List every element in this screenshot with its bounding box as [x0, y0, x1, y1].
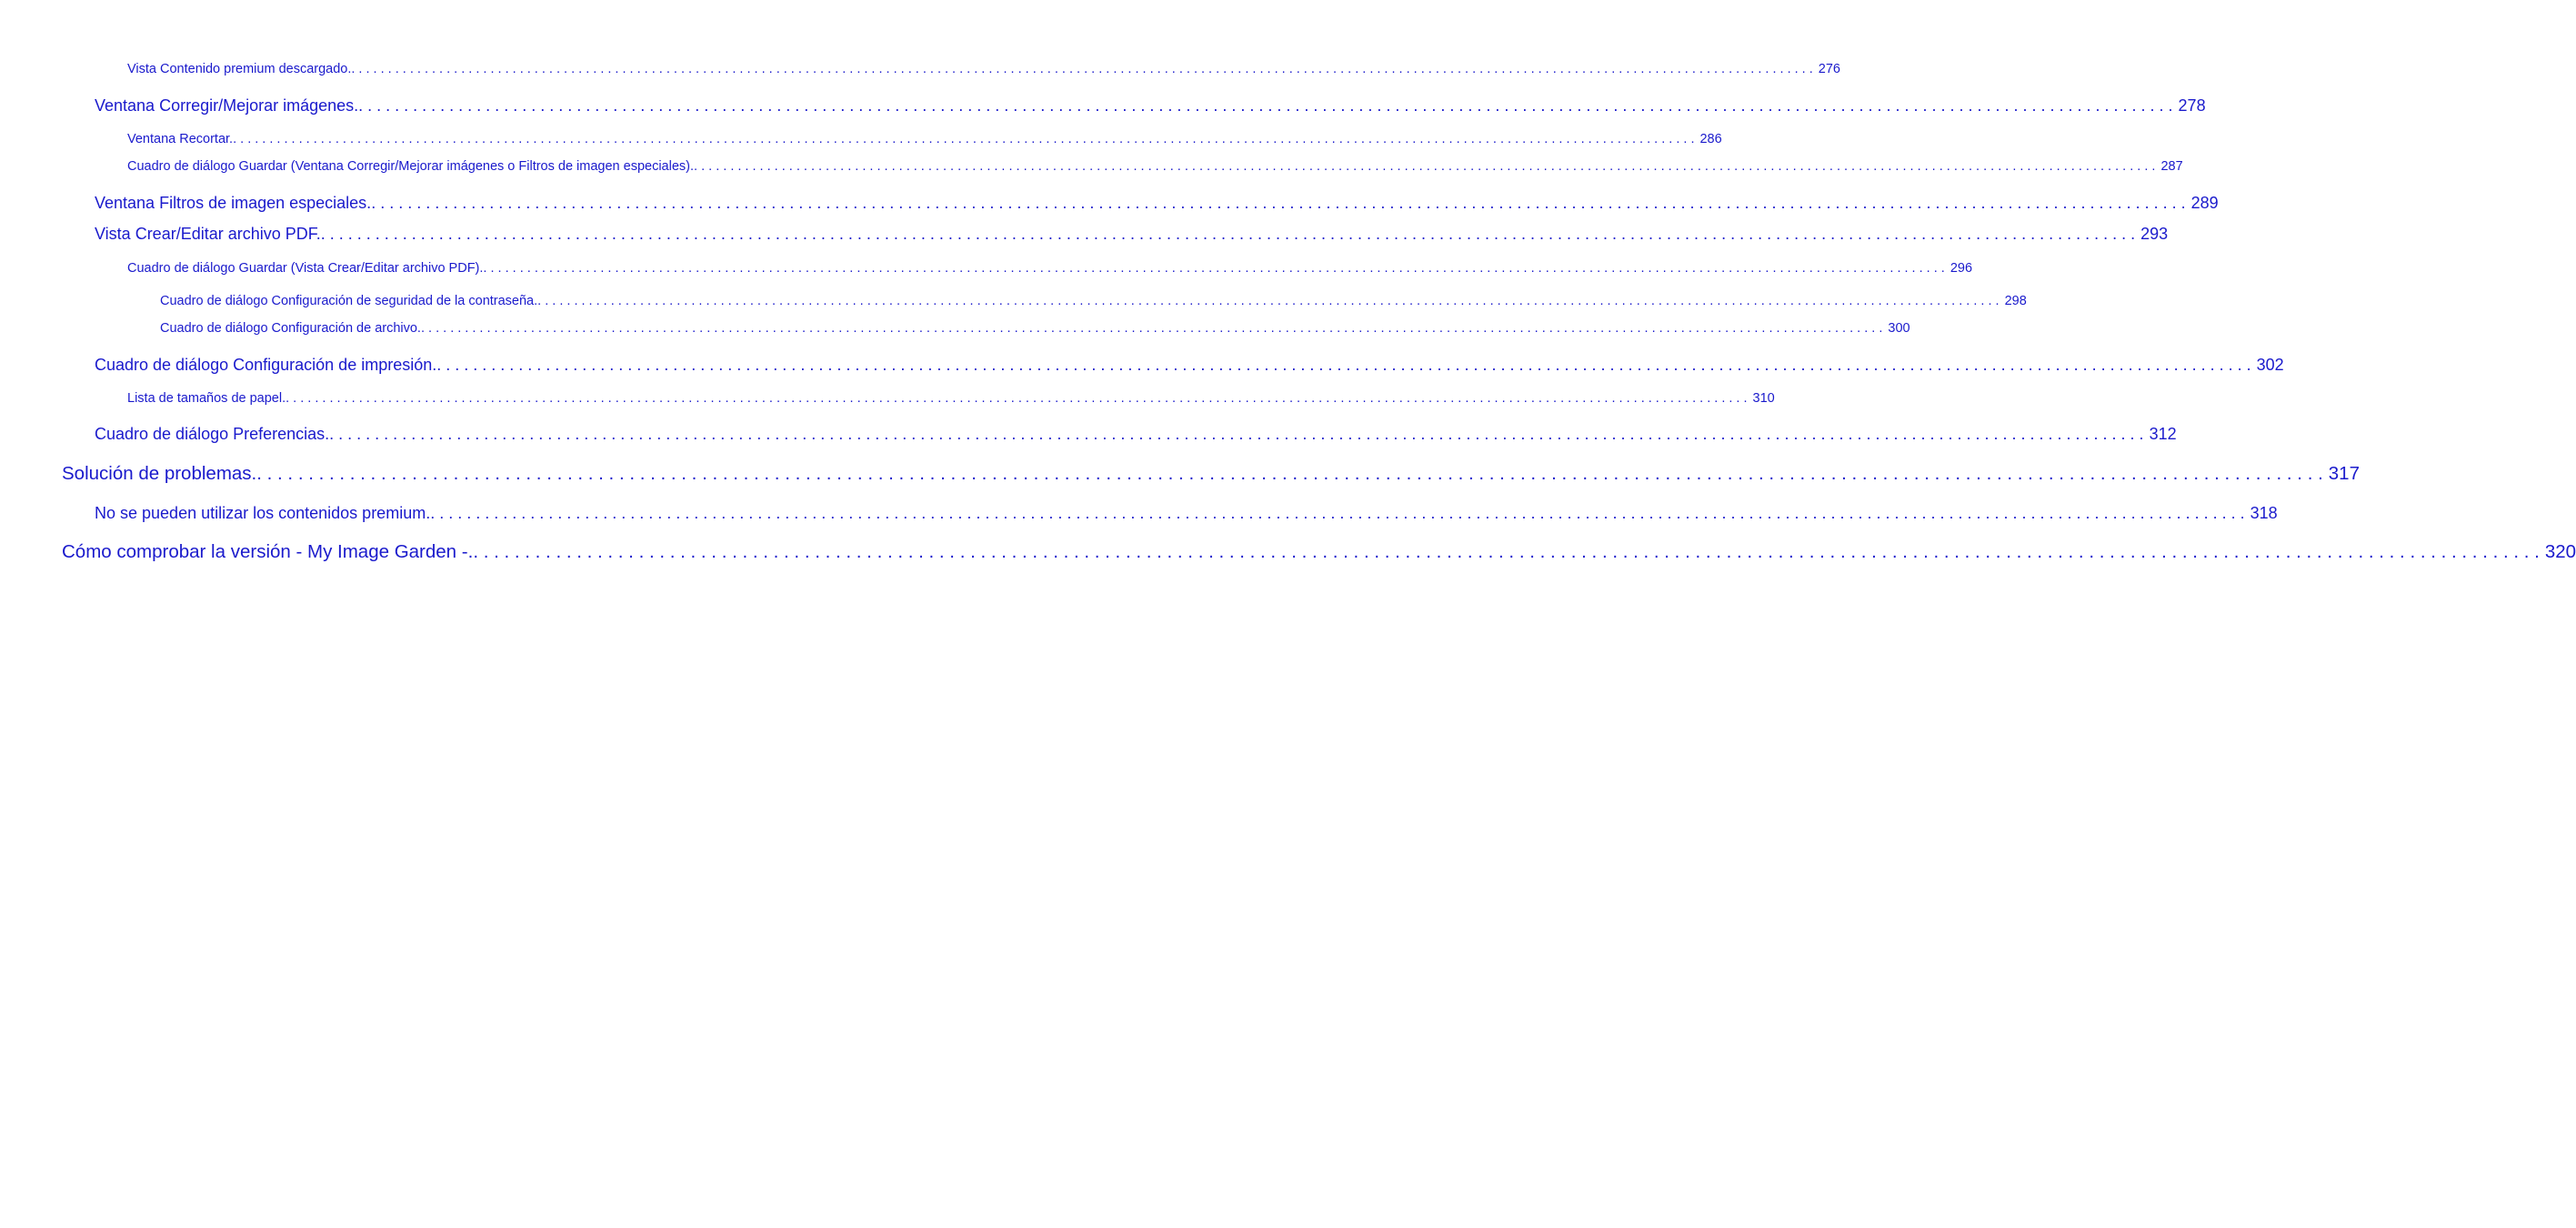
- toc-dot-leader: . . . . . . . . . . . . . . . . . . . . . . . . . . . . . . . . . . . . . . . . . . . . . . . . . . . . . . . . . . . . . . . . . . . . . . . . . . . . . . . . . . . . . . . . . . . . . . . . . . . . . . . . . . . . . . . . . . . . . . . . . . . . . . . . . . . . . . . . . . . . . . . . . . . . . . . . . . . . . . . . . . . . . . . . . . . . . . . . . . . . . . . . . . . . . . . . . . . . . . . .: [286, 391, 1748, 406]
- toc-entry-page: 289: [2190, 194, 2219, 212]
- toc-dot-leader: . . . . . . . . . . . . . . . . . . . . . . . . . . . . . . . . . . . . . . . . . . . . . . . . . . . . . . . . . . . . . . . . . . . . . . . . . . . . . . . . . . . . . . . . . . . . . . . . . . . . . . . . . . . . . . . . . . . . . . . . . . . . . . . . . . . . . . . . . . . . . . . . . . . . . . . . . . . . . . . . . . . . . . . . . . . . . . . . . . . . . . . . . . . . . . . . . . . . . . . .: [694, 159, 2156, 174]
- toc-entry-title: Cuadro de diálogo Guardar (Ventana Corregir/Mejorar imágenes o Filtros de imagen especiales).: [127, 159, 695, 174]
- toc-entry-title: Lista de tamaños de papel.: [127, 391, 286, 406]
- toc-dot-leader: . . . . . . . . . . . . . . . . . . . . . . . . . . . . . . . . . . . . . . . . . . . . . . . . . . . . . . . . . . . . . . . . . . . . . . . . . . . . . . . . . . . . . . . . . . . . . . . . . . . . . . . . . . . . . . . . . . . . . . . . . . . . . . . . . . . . . . . . . . . . . . . . . . . . . . . . . . . . . . . . . . . . . . . . . . . . . . . . . . . . . . . . . . . . . . . . . . . . . . . .: [537, 294, 2000, 308]
- toc-entry[interactable]: [62, 463, 2360, 485]
- toc-dot-leader: . . . . . . . . . . . . . . . . . . . . . . . . . . . . . . . . . . . . . . . . . . . . . . . . . . . . . . . . . . . . . . . . . . . . . . . . . . . . . . . . . . . . . . . . . . . . . . . . . . . . . . . . . . . . . . . . . . . . . . . . . . . . . . . . . . . . . . . . . . . . . . . . . . . . . . . . . . . . . . . . . . . . . . . . . . . . . . . . . . . . . . . . . . . . . . . . . . . . . . . .: [430, 504, 2245, 522]
- toc-entry[interactable]: [127, 132, 1722, 146]
- toc-dot-leader: . . . . . . . . . . . . . . . . . . . . . . . . . . . . . . . . . . . . . . . . . . . . . . . . . . . . . . . . . . . . . . . . . . . . . . . . . . . . . . . . . . . . . . . . . . . . . . . . . . . . . . . . . . . . . . . . . . . . . . . . . . . . . . . . . . . . . . . . . . . . . . . . . . . . . . . . . . . . . . . . . . . . . . . . . . . . . . . . . . . . . . . . . . . . . . . . . . . . . . . .: [371, 194, 2186, 212]
- toc-entry[interactable]: [62, 541, 2576, 563]
- toc-entry[interactable]: [95, 356, 2284, 375]
- toc-entry[interactable]: [127, 391, 1775, 406]
- toc-entry-page: 296: [1950, 261, 1973, 276]
- toc-entry[interactable]: [95, 504, 2278, 523]
- toc-entry-title: Cuadro de diálogo Guardar (Vista Crear/Editar archivo PDF).: [127, 261, 484, 276]
- toc-dot-leader: . . . . . . . . . . . . . . . . . . . . . . . . . . . . . . . . . . . . . . . . . . . . . . . . . . . . . . . . . . . . . . . . . . . . . . . . . . . . . . . . . . . . . . . . . . . . . . . . . . . . . . . . . . . . . . . . . . . . . . . . . . . . . . . . . . . . . . . . . . . . . . . . . . . . . . . . . . . . . . . . . . . . . . . . . . . . . . . . . . . . . . . . . . . . . . . . . . . . . . . .: [473, 541, 2540, 562]
- toc-entry-page: 318: [2250, 504, 2278, 522]
- toc-entry-title: Cuadro de diálogo Configuración de impresión.: [95, 356, 437, 374]
- toc-entry[interactable]: [95, 425, 2177, 444]
- toc-dot-leader: . . . . . . . . . . . . . . . . . . . . . . . . . . . . . . . . . . . . . . . . . . . . . . . . . . . . . . . . . . . . . . . . . . . . . . . . . . . . . . . . . . . . . . . . . . . . . . . . . . . . . . . . . . . . . . . . . . . . . . . . . . . . . . . . . . . . . . . . . . . . . . . . . . . . . . . . . . . . . . . . . . . . . . . . . . . . . . . . . . . . . . . . . . . . . . . . . . . . . . . .: [358, 96, 2173, 115]
- toc-entry-title: Ventana Recortar.: [127, 132, 234, 146]
- toc-entry-page: 276: [1818, 62, 1840, 76]
- toc-entry-title: Cuadro de diálogo Preferencias.: [95, 425, 330, 443]
- toc-entry-page: 293: [2140, 225, 2169, 243]
- toc-entry-title: Ventana Corregir/Mejorar imágenes.: [95, 96, 359, 115]
- toc-entry[interactable]: [160, 321, 1910, 336]
- toc-entry[interactable]: [127, 261, 1973, 276]
- toc-dot-leader: . . . . . . . . . . . . . . . . . . . . . . . . . . . . . . . . . . . . . . . . . . . . . . . . . . . . . . . . . . . . . . . . . . . . . . . . . . . . . . . . . . . . . . . . . . . . . . . . . . . . . . . . . . . . . . . . . . . . . . . . . . . . . . . . . . . . . . . . . . . . . . . . . . . . . . . . . . . . . . . . . . . . . . . . . . . . . . . . . . . . . . . . . . . . . . . . . . . . . . . .: [256, 463, 2323, 484]
- toc-entry[interactable]: [127, 159, 2183, 174]
- toc-dot-leader: . . . . . . . . . . . . . . . . . . . . . . . . . . . . . . . . . . . . . . . . . . . . . . . . . . . . . . . . . . . . . . . . . . . . . . . . . . . . . . . . . . . . . . . . . . . . . . . . . . . . . . . . . . . . . . . . . . . . . . . . . . . . . . . . . . . . . . . . . . . . . . . . . . . . . . . . . . . . . . . . . . . . . . . . . . . . . . . . . . . . . . . . . . . . . . . . . . . . . . . .: [329, 425, 2144, 443]
- toc-entry[interactable]: [160, 294, 2027, 308]
- toc-entry-title: Ventana Filtros de imagen especiales.: [95, 194, 372, 212]
- toc-entry-title: Vista Crear/Editar archivo PDF.: [95, 225, 321, 243]
- toc-entry-page: 317: [2328, 463, 2360, 484]
- toc-entry-title: Cómo comprobar la versión - My Image Garden -.: [62, 541, 474, 562]
- toc-dot-leader: . . . . . . . . . . . . . . . . . . . . . . . . . . . . . . . . . . . . . . . . . . . . . . . . . . . . . . . . . . . . . . . . . . . . . . . . . . . . . . . . . . . . . . . . . . . . . . . . . . . . . . . . . . . . . . . . . . . . . . . . . . . . . . . . . . . . . . . . . . . . . . . . . . . . . . . . . . . . . . . . . . . . . . . . . . . . . . . . . . . . . . . . . . . . . . . . . . . . . . . .: [320, 225, 2136, 243]
- toc-entry-title: No se pueden utilizar los contenidos premium.: [95, 504, 431, 522]
- toc-dot-leader: . . . . . . . . . . . . . . . . . . . . . . . . . . . . . . . . . . . . . . . . . . . . . . . . . . . . . . . . . . . . . . . . . . . . . . . . . . . . . . . . . . . . . . . . . . . . . . . . . . . . . . . . . . . . . . . . . . . . . . . . . . . . . . . . . . . . . . . . . . . . . . . . . . . . . . . . . . . . . . . . . . . . . . . . . . . . . . . . . . . . . . . . . . . . . . . . . . . . . . . .: [233, 132, 1695, 146]
- toc-entry-title: Vista Contenido premium descargado.: [127, 62, 352, 76]
- toc-entry-page: 312: [2149, 425, 2177, 443]
- toc-entry-page: 298: [2004, 294, 2027, 308]
- toc-entry-page: 320: [2544, 541, 2576, 562]
- toc-entry-title: Cuadro de diálogo Configuración de seguridad de la contraseña.: [160, 294, 538, 308]
- toc-dot-leader: . . . . . . . . . . . . . . . . . . . . . . . . . . . . . . . . . . . . . . . . . . . . . . . . . . . . . . . . . . . . . . . . . . . . . . . . . . . . . . . . . . . . . . . . . . . . . . . . . . . . . . . . . . . . . . . . . . . . . . . . . . . . . . . . . . . . . . . . . . . . . . . . . . . . . . . . . . . . . . . . . . . . . . . . . . . . . . . . . . . . . . . . . . . . . . . . . . . . . . . .: [351, 62, 1813, 76]
- toc-entry[interactable]: [95, 96, 2206, 116]
- toc-entry[interactable]: [127, 62, 1840, 76]
- toc-entry-page: 287: [2160, 159, 2183, 174]
- toc-entry-title: Solución de problemas.: [62, 463, 257, 484]
- toc-entry-page: 278: [2178, 96, 2206, 115]
- toc-entry[interactable]: [95, 194, 2219, 213]
- toc-dot-leader: . . . . . . . . . . . . . . . . . . . . . . . . . . . . . . . . . . . . . . . . . . . . . . . . . . . . . . . . . . . . . . . . . . . . . . . . . . . . . . . . . . . . . . . . . . . . . . . . . . . . . . . . . . . . . . . . . . . . . . . . . . . . . . . . . . . . . . . . . . . . . . . . . . . . . . . . . . . . . . . . . . . . . . . . . . . . . . . . . . . . . . . . . . . . . . . . . . . . . . . .: [483, 261, 1945, 276]
- toc-dot-leader: . . . . . . . . . . . . . . . . . . . . . . . . . . . . . . . . . . . . . . . . . . . . . . . . . . . . . . . . . . . . . . . . . . . . . . . . . . . . . . . . . . . . . . . . . . . . . . . . . . . . . . . . . . . . . . . . . . . . . . . . . . . . . . . . . . . . . . . . . . . . . . . . . . . . . . . . . . . . . . . . . . . . . . . . . . . . . . . . . . . . . . . . . . . . . . . . . . . . . . . .: [436, 356, 2251, 374]
- toc-entry-page: 286: [1699, 132, 1722, 146]
- toc-entry-page: 310: [1752, 391, 1775, 406]
- toc-entry[interactable]: [95, 225, 2169, 244]
- toc-dot-leader: . . . . . . . . . . . . . . . . . . . . . . . . . . . . . . . . . . . . . . . . . . . . . . . . . . . . . . . . . . . . . . . . . . . . . . . . . . . . . . . . . . . . . . . . . . . . . . . . . . . . . . . . . . . . . . . . . . . . . . . . . . . . . . . . . . . . . . . . . . . . . . . . . . . . . . . . . . . . . . . . . . . . . . . . . . . . . . . . . . . . . . . . . . . . . . . . . . . . . . . .: [420, 321, 1883, 336]
- toc-entry-page: 302: [2256, 356, 2284, 374]
- toc-entry-page: 300: [1888, 321, 1910, 336]
- toc-entry-title: Cuadro de diálogo Configuración de archivo.: [160, 321, 421, 336]
